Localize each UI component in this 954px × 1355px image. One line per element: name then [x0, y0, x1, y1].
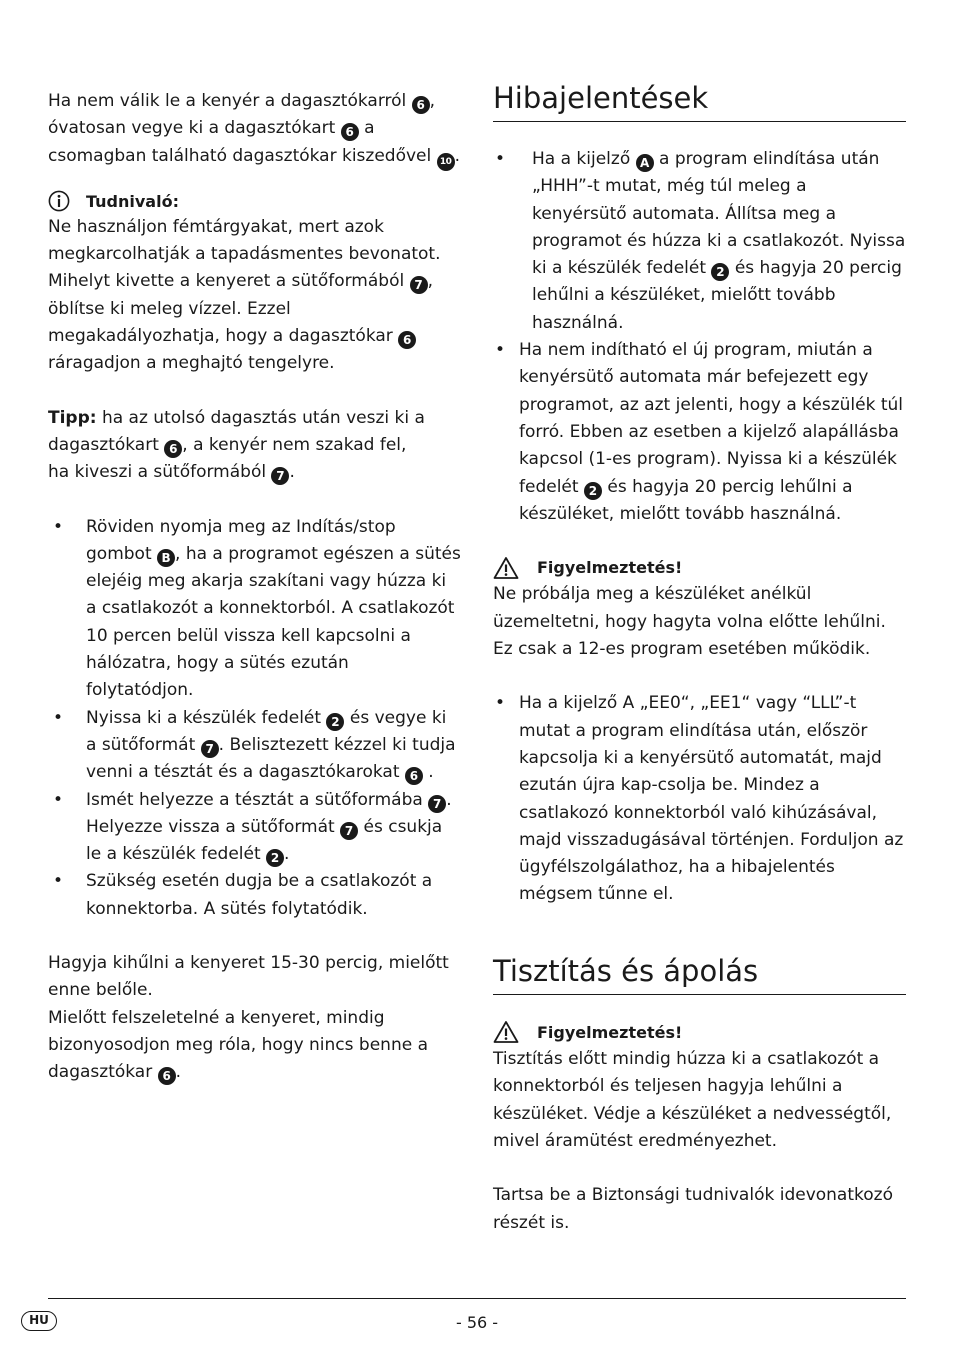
list-item: • Ha a kijelző A a program elindítása után „HHH”-t mutat, még túl meleg a kenyérsütő automata. Állítsa meg a programot és húzza ki a csatlakozót. Nyissa ki a készülék fedelét 2 és hagyja 20 percig lehűlni a készüléket, mielőtt tovább használná.	[493, 146, 906, 337]
ref-baking-pan: 7	[201, 740, 219, 758]
note-text-1: Ne használjon fémtárgyakat, mert azok megkarcolhatják a tapadásmentes bevonatot.	[48, 216, 441, 265]
warning-text: Ne próbálja meg a készüléket anélkül üzemeltetni, hogy hagyta volna előtte lehűlni. Ez csak a 12-es program esetében működik.	[493, 584, 886, 660]
ref-dough-hook: 6	[164, 440, 182, 458]
section-title-cleaning: Tisztítás és ápolás	[493, 951, 906, 995]
footer-divider	[48, 1298, 906, 1299]
list-item: • Ha a kijelző A „EE0“, „EE1“ vagy “LLL”-t mutat a program elindítása után, először kapcsolja ki a kenyérsütő automatát, majd ezután újra kap-csolja be. Mindez a csatlakozó konnektorból való kihúzásával, majd visszadugásával történjen. Forduljon az ügyfélszolgálathoz, ha a hibajelentés mégsem tűnne el.	[493, 690, 906, 908]
error-list-2	[493, 690, 906, 908]
warning-title: Figyelmeztetés!	[537, 558, 683, 578]
tip-paragraph: Tipp: ha az utolsó dagasztás után veszi ki a dagasztókart 6 , a kenyér nem szakad fel, ha kiveszi a sütőformából 7 .	[48, 407, 425, 484]
slicing-text: Mielőtt felszeletelné a kenyeret, mindig bizonyosodjon meg róla, hogy nincs benne a dagasztókar 6 .	[48, 1007, 428, 1084]
ref-baking-pan: 7	[428, 795, 446, 813]
ref-display: A	[636, 154, 654, 172]
note-heading	[48, 188, 461, 215]
closing-text: Tartsa be a Biztonsági tudnivalók idevonatkozó részét is.	[493, 1185, 893, 1233]
list-item: • Röviden nyomja meg az Indítás/stop gombot B , ha a programot egészen a sütés elejéig meg akarja szakítani vagy húzza ki a csatlakozót a konnektorból. A csatlakozót 10 percen belül vissza kell kapcsolni a hálózatra, hogy a sütés ezután folytatódjon.	[48, 514, 461, 705]
ref-dough-hook: 6	[398, 331, 416, 349]
list-item: • Nyissa ki a készülék fedelét 2 és vegye ki a sütőformát 7 . Belisztezett kézzel ki tudja venni a tésztát és a dagasztókarokat 6 .	[48, 705, 461, 787]
note-title: Tudnivaló:	[86, 191, 179, 211]
cooling-text: Hagyja kihűlni a kenyeret 15-30 percig, mielőtt enne belőle.	[48, 953, 449, 1001]
info-icon	[48, 190, 70, 212]
ref-dough-hook: 6	[412, 96, 430, 114]
ref-dough-hook: 6	[341, 123, 359, 141]
ref-baking-pan: 7	[410, 276, 428, 294]
ref-lid: 2	[711, 263, 729, 281]
page-number: - 56 -	[455, 1313, 499, 1332]
ref-start-stop-button: B	[157, 549, 175, 567]
ref-baking-pan: 7	[340, 822, 358, 840]
warning-title: Figyelmeztetés!	[537, 1022, 683, 1042]
warning-triangle-icon	[493, 1020, 519, 1044]
left-column	[48, 88, 461, 1087]
warning-triangle-icon	[493, 556, 519, 580]
ref-lid: 2	[584, 482, 602, 500]
warning-heading	[493, 554, 906, 581]
steps-list	[48, 514, 461, 923]
ref-lid: 2	[266, 849, 284, 867]
ref-dough-hook: 6	[158, 1067, 176, 1085]
right-column	[493, 78, 906, 1237]
intro-paragraph: Ha nem válik le a kenyér a dagasztókarról 6 , óvatosan vegye ki a dagasztókart 6 a csomagban található dagasztókar kiszedővel 10 .	[48, 88, 461, 171]
ref-hook-remover: 10	[437, 153, 455, 171]
list-item: • Ismét helyezze a tésztát a sütőformába 7 . Helyezze vissza a sütőformát 7 és csukja le a készülék fedelét 2 .	[48, 787, 461, 869]
ref-baking-pan: 7	[271, 467, 289, 485]
tip-label: Tipp:	[48, 407, 97, 428]
ref-lid: 2	[326, 713, 344, 731]
list-item: • Ha nem indítható el új program, miután a kenyérsütő automata már befejezett egy programot, az azt jelenti, hogy a készülék túl forró. Ebben az esetben a kijelző alapállásba kapcsol (1-es program). Nyissa ki a készülék fedelét 2 és hagyja 20 percig lehűlni a készüléket, mielőtt tovább használná.	[493, 337, 906, 528]
error-list	[493, 146, 906, 528]
language-badge: HU	[21, 1311, 57, 1331]
note-text-2: Mihelyt kivette a kenyeret a sütőformából 7 , öblítse ki meleg vízzel. Ezzel megakadályozhatja, hogy a dagasztókar 6ráragadjon a meghajtó tengelyre.	[48, 271, 434, 374]
warning-heading	[493, 1019, 906, 1046]
warning-text: Tisztítás előtt mindig húzza ki a csatlakozót a konnektorból és teljesen hagyja lehűlni a készüléket. Védje a készüléket a nedvességtől, mivel áramütést eredményezhet.	[493, 1049, 892, 1151]
section-title-error-messages: Hibajelentések	[493, 78, 906, 122]
ref-dough-hook: 6	[405, 767, 423, 785]
list-item: • Szükség esetén dugja be a csatlakozót a konnektorba. A sütés folytatódik.	[48, 868, 461, 923]
